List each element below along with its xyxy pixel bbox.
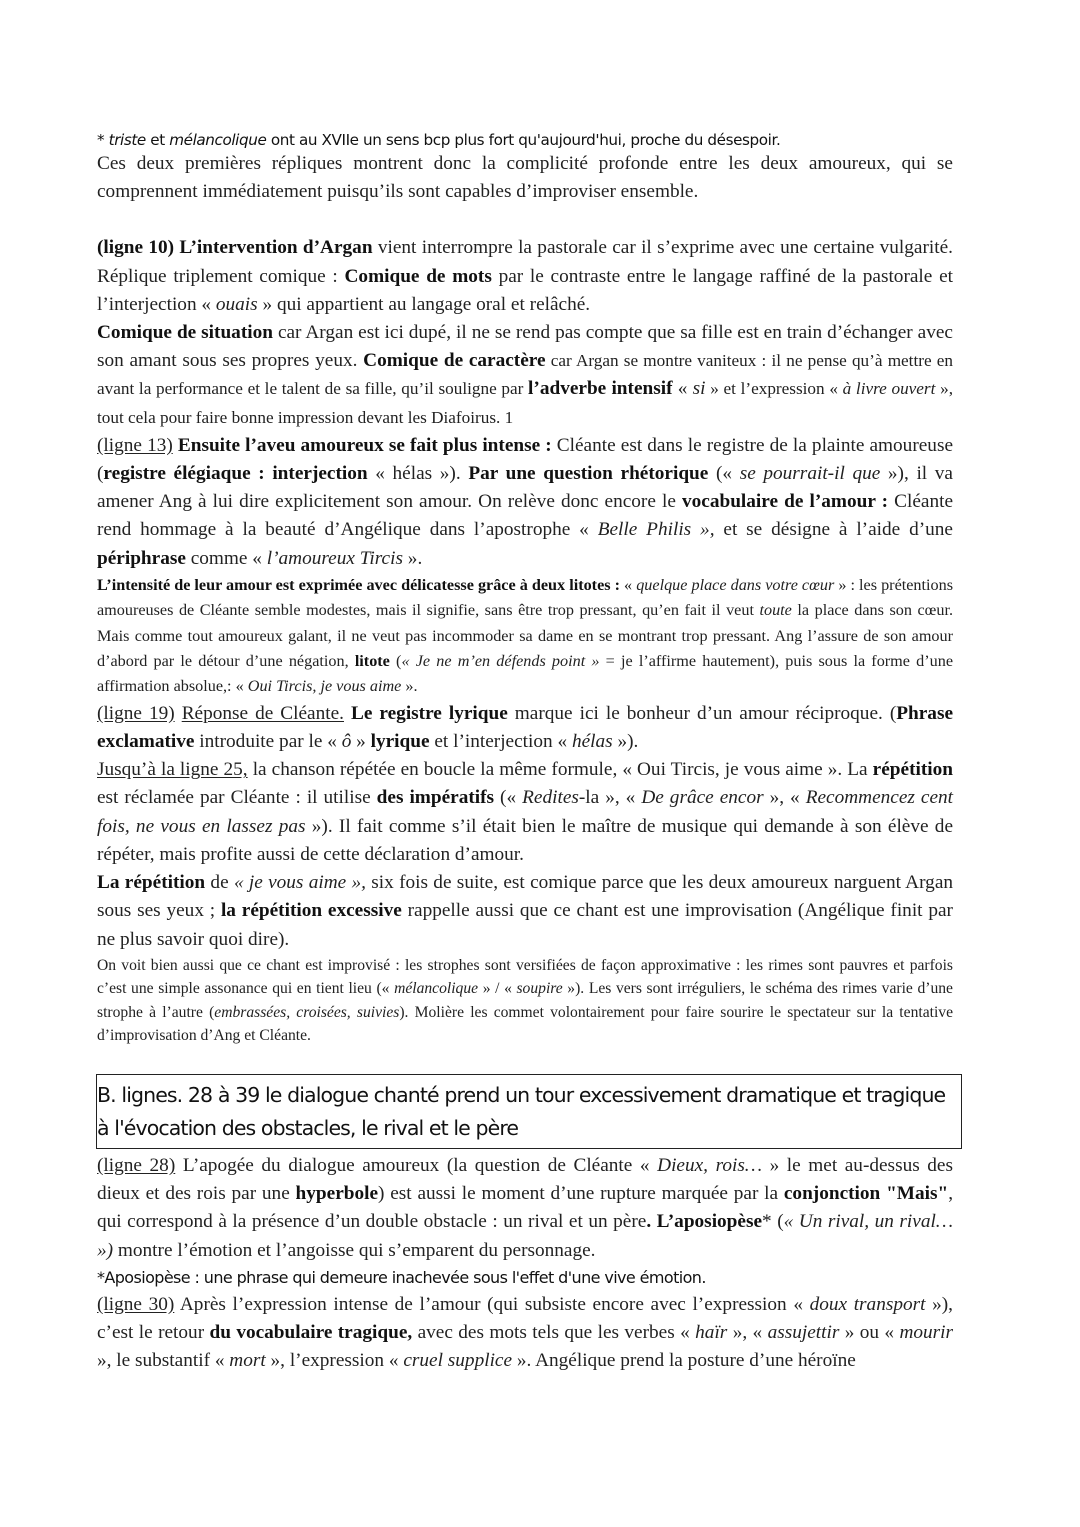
text: ) est aussi le moment d’une rupture marquée par la [378, 1183, 784, 1205]
italic-text: cruel supplice [403, 1350, 513, 1372]
text: Cléante est dans le registre de la plainte amoureuse ( [97, 434, 954, 485]
text: la chanson répétée en boucle la même formule, « Oui Tircis, je vous aime ». La [247, 759, 873, 781]
paragraph-apogee [97, 1152, 953, 1265]
text: avec des mots tels que les verbes « [412, 1322, 696, 1344]
text: »), il va amener Ang à lui dire explicitement son amour. On relève donc encore le [97, 463, 953, 513]
bold-text: litote [354, 652, 390, 671]
text: Après l’expression intense de l’amour (qui subsiste encore avec l’expression « [174, 1293, 810, 1315]
bold-text: Par une question rhétorique [468, 463, 709, 485]
paragraph-repetition-comique [97, 869, 953, 954]
section-b-heading: B. lignes. 28 à 39 le dialogue chanté prend un tour excessivement dramatique et tragique à l'évocation des obstacles, le rival et le père [97, 1083, 946, 1141]
underlined-text: Jusqu’à la ligne 25, [97, 759, 248, 781]
text: », tout cela pour faire bonne impression devant les Diafoirus. 1 [97, 379, 953, 427]
text: »). Il fait comme s’il était bien le maître de musique qui demande à son élève de répéter, mais profite aussi de cette déclaration d’amour. [97, 815, 953, 865]
bold-text: des impératifs [376, 787, 495, 809]
bold-text: . L’aposiopèse [646, 1211, 763, 1233]
footnote-aposiopese: *Aposiopèse : une phrase qui demeure inachevée sous l'effet d'une vive émotion. [97, 1267, 706, 1287]
italic-text: mélancolique [394, 980, 479, 998]
text: ». Angélique prend la posture d’une héroïne [512, 1350, 856, 1372]
bold-text: Phrase exclamative [97, 702, 954, 753]
text: » [351, 731, 371, 753]
italic-text: doux transport [809, 1293, 926, 1315]
italic-text: Oui Tircis, je vous aime [247, 677, 402, 696]
text: et l’interjection « [429, 731, 572, 753]
footnote-text: ont au XVIIe un sens bcp plus fort qu'aujourd'hui, proche du désespoir. [266, 131, 781, 149]
underlined-text: (ligne 13) [97, 434, 173, 456]
italic-text: mort [229, 1350, 266, 1372]
text: ». [401, 677, 418, 696]
paragraph-comique-situation [97, 319, 953, 432]
text: six fois de suite, est comique parce que les deux amoureux narguent Argan sous ses yeux ; [97, 872, 954, 922]
text: » le met au-dessus des dieux et des rois par une [97, 1155, 953, 1205]
text: », « [763, 787, 806, 809]
paragraph-vocabulaire-tragique [97, 1291, 953, 1376]
text: montre l’émotion et l’angoisse qui s’emparent du personnage. [113, 1239, 596, 1261]
bold-text: Comique de caractère [363, 350, 546, 372]
footnote-star: * [97, 131, 105, 149]
text: (« [494, 787, 523, 809]
underlined-text: (ligne 28) [97, 1155, 176, 1177]
text: »). [612, 731, 639, 753]
text: » et l’expression « [705, 379, 843, 399]
bold-text: registre élégiaque : interjection [103, 463, 368, 485]
italic-text: Belle Philis », [597, 519, 715, 541]
bold-text: Ensuite l’aveu amoureux se fait plus intense : [172, 434, 552, 456]
paragraph-aveu-amoureux [97, 432, 953, 573]
text [175, 703, 182, 724]
text: est réclamée par Cléante : il utilise [97, 787, 377, 809]
italic-text: Recommencez cent fois, ne vous en lassez pas [97, 787, 954, 837]
italic-text: si [692, 378, 706, 400]
italic-text: ouais [215, 293, 258, 315]
italic-text: soupire [516, 980, 563, 998]
paragraph-intervention-argan [97, 234, 953, 319]
spacer [97, 206, 953, 234]
italic-text: ô [341, 731, 352, 753]
text: de [205, 872, 234, 894]
footnote-text: et [145, 131, 170, 149]
bold-text: (ligne 10) L’intervention d’Argan [97, 237, 373, 259]
italic-text: « je vous aime », [233, 872, 366, 894]
text: = je l’affirme hautement), puis sous la forme d’une affirmation absolue,: « [97, 652, 954, 696]
bold-text: Le registre lyrique [344, 702, 508, 724]
text: -la », « [578, 787, 642, 809]
bold-text: hyperbole [295, 1183, 379, 1205]
italic-text: Dieux, rois… [657, 1155, 762, 1177]
bold-text: vocabulaire de l’amour : [681, 491, 889, 513]
italic-text: « Un rival, un rival… ») [97, 1211, 953, 1261]
text: ( [389, 652, 402, 671]
italic-text: embrassées, croisées, suivies [214, 1003, 400, 1021]
text: la place dans son cœur. Mais comme tout amoureux galant, il ne veut pas incommoder sa dame en se montrant trop pressant. Ang l’assure de son amour d’abord par le détour d’une négation, [97, 601, 953, 671]
paragraph-repetition-chanson [97, 756, 953, 869]
text: »), c’est le retour [97, 1293, 954, 1344]
underlined-text: Réponse de Cléante. [181, 702, 344, 724]
italic-text: assujettir [767, 1322, 840, 1344]
bold-text: périphrase [97, 547, 186, 569]
text: marque ici le bonheur d’un amour réciproque. ( [507, 702, 897, 724]
text: par le contraste entre le langage raffiné de la pastorale et l’interjection « [97, 265, 953, 315]
text: « hélas »). [367, 463, 469, 485]
text: » / « [478, 980, 517, 998]
bold-text: conjonction "Mais" [783, 1183, 949, 1205]
document-page [97, 130, 953, 1376]
underlined-text: (ligne 30) [97, 1293, 175, 1315]
bold-text: L’intensité de leur amour est exprimée avec délicatesse grâce à deux litotes : [97, 575, 620, 594]
underlined-text: (ligne 19) [97, 702, 175, 724]
footnote-word: triste [108, 131, 146, 149]
text: et se désigne à l’aide d’une [714, 519, 953, 541]
text: », le substantif « [97, 1350, 230, 1372]
text: » : les prétentions amoureuses de Cléante semble modestes, mais il signifie, sans être trop pressant, qu’en fait il veut [97, 575, 954, 620]
bold-text: lyrique [370, 731, 430, 753]
footnote-word: mélancolique [169, 131, 267, 149]
bold-text: du vocabulaire tragique, [209, 1322, 413, 1344]
italic-text: quelque place dans votre cœur [636, 575, 835, 594]
text: », l’expression « [265, 1350, 404, 1372]
paragraph-complicite: Ces deux premières répliques montrent donc la complicité profonde entre les deux amoureux, qui se comprennent immédiatement puisqu’ils sont capables d’improviser ensemble. [97, 153, 953, 203]
italic-text: « Je ne m’en défends point » [401, 652, 600, 671]
italic-text: De grâce encor [641, 787, 764, 809]
text: ». [402, 547, 423, 569]
text: rappelle aussi que ce chant est une improvisation (Angélique finit par ne plus savoir quoi dire). [97, 900, 953, 950]
bold-text: La répétition [97, 872, 206, 894]
text: On voit bien aussi que ce chant est improvisé : les strophes sont versifiées de façon approximative : les rimes sont pauvres et parfois c’est une simple assonance qui en tient lieu (« [97, 956, 953, 998]
text: introduite par le « [194, 731, 342, 753]
paragraph-improvisation [97, 954, 953, 1048]
text: (« [708, 463, 740, 485]
italic-text: toute [759, 601, 792, 620]
bold-text: Comique de mots [344, 265, 492, 287]
italic-text: hélas [571, 731, 613, 753]
italic-text: haïr [695, 1322, 728, 1344]
text: », « [727, 1322, 768, 1344]
italic-text: mourir [899, 1322, 954, 1344]
text: * ( [762, 1211, 784, 1233]
text: « [620, 575, 637, 594]
italic-text: à livre ouvert [842, 379, 936, 399]
bold-text: Comique de situation [97, 322, 273, 344]
text: » qui appartient au langage oral et relâché. [257, 293, 591, 315]
text: car Argan est ici dupé, il ne se rend pas compte que sa fille est en train d’échanger avec son amant sous ses propres yeux. [97, 322, 953, 372]
bold-text: la répétition excessive [220, 900, 402, 922]
italic-text: Redites [522, 787, 579, 809]
text: L’apogée du dialogue amoureux (la question de Cléante « [175, 1155, 658, 1177]
text: « [672, 378, 693, 400]
text: » ou « [839, 1322, 900, 1344]
footnote-triste [97, 130, 953, 150]
paragraph-reponse-cleante [97, 700, 953, 756]
bold-text: l’adverbe intensif [528, 378, 673, 400]
text: , qui correspond à la présence d’un double obstacle : un rival et un père [97, 1183, 954, 1233]
text: »). Les vers sont irréguliers, le schéma des rimes varie d’une strophe à l’autre ( [97, 980, 953, 1021]
italic-text: se pourrait-il que [739, 463, 881, 485]
text: Cléante rend hommage à la beauté d’Angélique dans l’apostrophe « [97, 491, 954, 541]
italic-text: l’amoureux Tircis [266, 547, 403, 569]
bold-text: répétition [872, 759, 953, 781]
text: ). Molière les commet volontairement pour faire sourire le spectateur sur la tentative d’improvisation d’Ang et Cléante. [97, 1003, 953, 1045]
text: car Argan se montre vaniteux : il ne pense qu’à mettre en avant la performance et le talent de sa fille, qu’il souligne par [97, 351, 953, 399]
text: vient interrompre la pastorale car il s’exprime avec une certaine vulgarité. Réplique triplement comique : [97, 237, 953, 287]
paragraph-litotes [97, 573, 953, 700]
text: comme « [185, 547, 267, 569]
section-b-heading-box [96, 1074, 962, 1149]
